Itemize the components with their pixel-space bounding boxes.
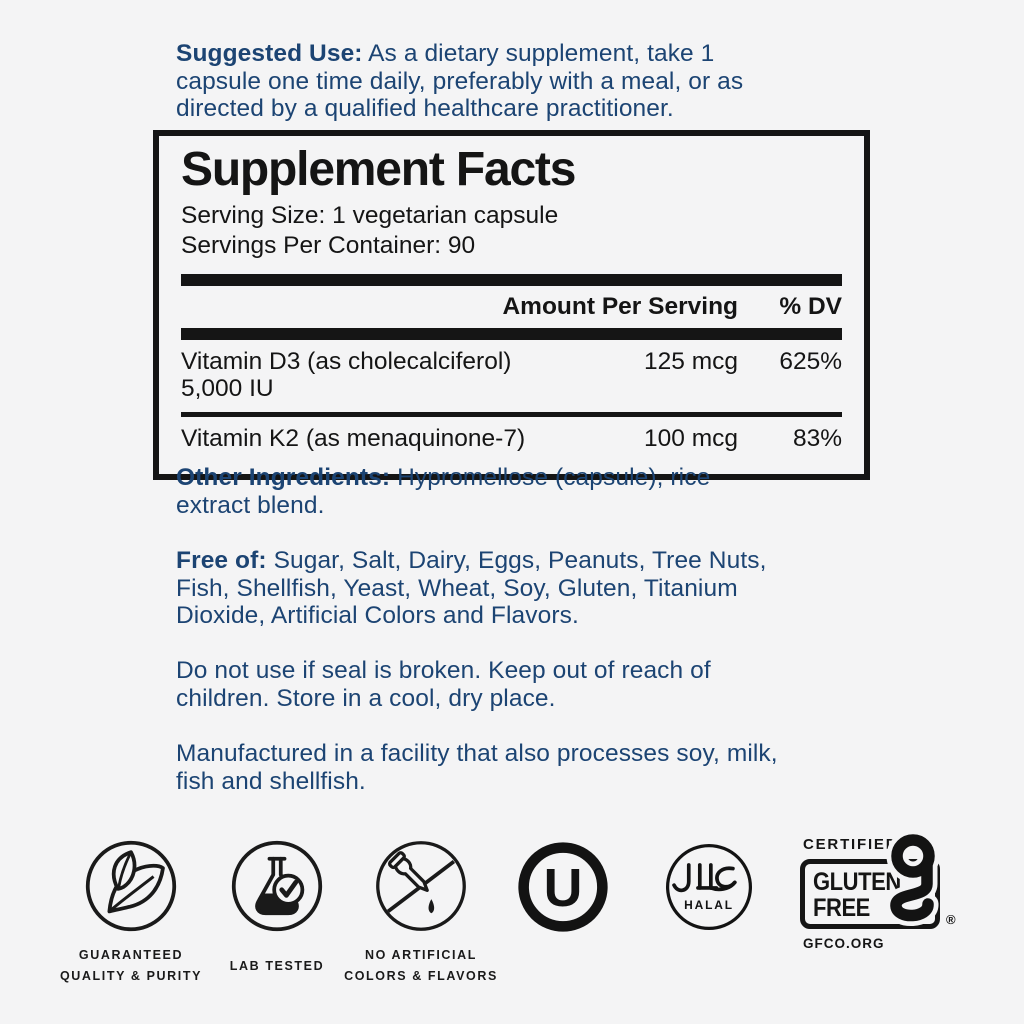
nutrient-name: Vitamin K2 (as menaquinone-7) [181, 425, 526, 452]
amount-per-serving-header: Amount Per Serving [502, 293, 738, 320]
free-word: FREE [813, 894, 870, 922]
nutrient-dv: 83% [792, 425, 842, 452]
badge-halal [619, 841, 799, 933]
badge-label-line: GUARANTEED [78, 948, 184, 962]
facility-warning-paragraph: Manufactured in a facility that also processes soy, milk, fish and shellfish. [176, 740, 778, 795]
suggested-use-paragraph [176, 40, 743, 123]
nutrient-amount: 100 mcg [644, 425, 738, 452]
badge-certified-gluten-free [794, 836, 966, 956]
halal-label: HALAL [684, 898, 734, 913]
leaf-icon [84, 839, 178, 933]
divider-bar [181, 274, 842, 286]
suggested-use-line: capsule one time daily, preferably with a meal, or as [176, 67, 744, 95]
gluten-free-g-icon [882, 830, 948, 934]
table-row [181, 340, 842, 412]
free-of-label: Free of: [176, 547, 267, 574]
other-ingredients-label: Other Ingredients: [176, 464, 391, 491]
halal-icon [663, 841, 755, 933]
badge-label-line: NO ARTIFICIAL [365, 948, 477, 962]
gfco-org-label: GFCO.ORG [803, 936, 885, 951]
suggested-use-line: Suggested Use: As a dietary supplement, take 1 [176, 40, 715, 67]
no-artificial-dropper-icon [374, 839, 468, 933]
nutrient-dv: 625% [779, 348, 842, 375]
suggested-use-line: directed by a qualified healthcare practitioner. [176, 95, 674, 122]
other-ingredients-paragraph: Other Ingredients: Hypromellose (capsule), rice extract blend. [176, 464, 711, 519]
percent-dv-header: % DV [779, 293, 842, 320]
registered-mark: ® [946, 912, 956, 927]
suggested-use-label: Suggested Use: [176, 40, 363, 67]
nutrient-name: Vitamin D3 (as cholecalciferol) 5,000 IU [181, 348, 512, 402]
nutrient-amount: 125 mcg [644, 348, 738, 375]
divider-bar [181, 328, 842, 340]
table-row [181, 417, 842, 462]
supplement-facts-title: Supplement Facts [181, 143, 576, 196]
facts-header-row [181, 286, 842, 328]
supplement-facts-panel [153, 130, 870, 480]
serving-size: Serving Size: 1 vegetarian capsule [181, 202, 559, 229]
kosher-u-letter: U [543, 858, 583, 919]
badge-label-line: LAB TESTED [229, 959, 325, 973]
certified-label: CERTIFIED [803, 836, 899, 853]
servings-per-container: Servings Per Container: 90 [181, 232, 476, 259]
flask-check-icon [230, 839, 324, 933]
badge-label-line: QUALITY & PURITY [59, 969, 203, 983]
seal-warning-paragraph: Do not use if seal is broken. Keep out of reach of children. Store in a cool, dry place. [176, 657, 711, 712]
badge-label-line: COLORS & FLAVORS [344, 969, 498, 983]
gluten-word: GLUTEN [813, 868, 901, 896]
kosher-ou-icon [515, 839, 611, 935]
free-of-paragraph: Free of: Sugar, Salt, Dairy, Eggs, Peanuts, Tree Nuts, Fish, Shellfish, Yeast, Wheat, Soy, Gluten, Titanium Dioxide, Artificial Colors and Flavors. [176, 547, 767, 629]
